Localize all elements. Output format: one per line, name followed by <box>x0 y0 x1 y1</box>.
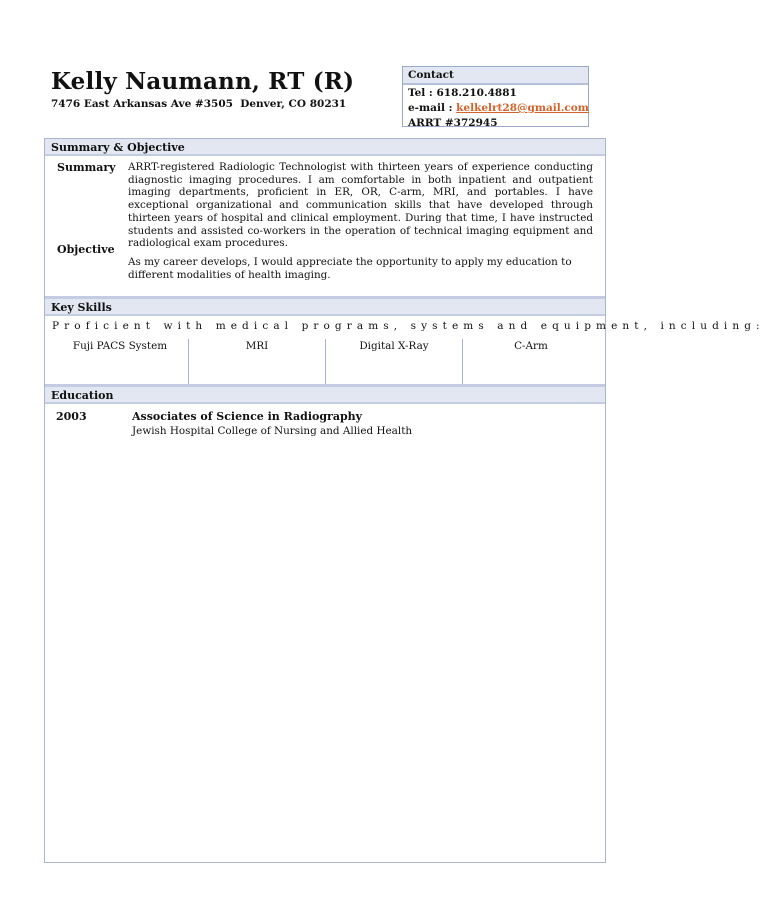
skill-item: MRI <box>245 340 269 352</box>
skill-item: C-Arm <box>514 340 548 352</box>
tel-label: Tel : <box>408 87 437 99</box>
contact-heading: Contact <box>403 67 588 85</box>
skill-item: Digital X-Ray <box>359 340 429 352</box>
summary-section-heading: Summary & Objective <box>45 139 605 156</box>
education-institution: Jewish Hospital College of Nursing and Allied Health <box>132 425 413 437</box>
education-year: 2003 <box>56 410 87 423</box>
candidate-address: 7476 East Arkansas Ave #3505 Denver, CO 80231 <box>51 98 347 110</box>
contact-email <box>403 100 588 115</box>
skills-intro: Proficient with medical programs, systems and equipment, including: <box>52 320 765 332</box>
contact-box <box>402 66 589 127</box>
contact-arrt: ARRT #372945 <box>408 117 498 129</box>
candidate-name: Kelly Naumann, RT (R) <box>51 68 355 95</box>
education-degree: Associates of Science in Radiography <box>132 410 363 423</box>
skill-item: Fuji PACS System <box>72 340 168 352</box>
objective-text: As my career develops, I would appreciate the opportunity to apply my education to different modalities of health imaging. <box>128 256 572 281</box>
tel-value: 618.210.4881 <box>436 87 517 99</box>
email-label: e-mail : <box>408 102 457 114</box>
skills-section-heading: Key Skills <box>45 299 605 316</box>
summary-text: ARRT-registered Radiologic Technologist with thirteen years of experience conducting diagnostic imaging procedures. I am comfortable in both inpatient and outpatient imaging departments, proficient in ER, OR, C-arm, MRI, and portables. I have exceptional organizational and communication skills that have developed through thirteen years of hospital and clinical employment. During that time, I have instructed students and assisted co-workers in the operation of technical imaging equipment and radiological exam procedures. <box>128 161 593 250</box>
email-link[interactable]: kelkelrt28@gmail.com <box>456 102 589 114</box>
summary-label: Summary <box>57 161 116 174</box>
objective-label: Objective <box>57 243 115 256</box>
contact-tel <box>403 85 588 100</box>
education-section-heading: Education <box>45 387 605 404</box>
